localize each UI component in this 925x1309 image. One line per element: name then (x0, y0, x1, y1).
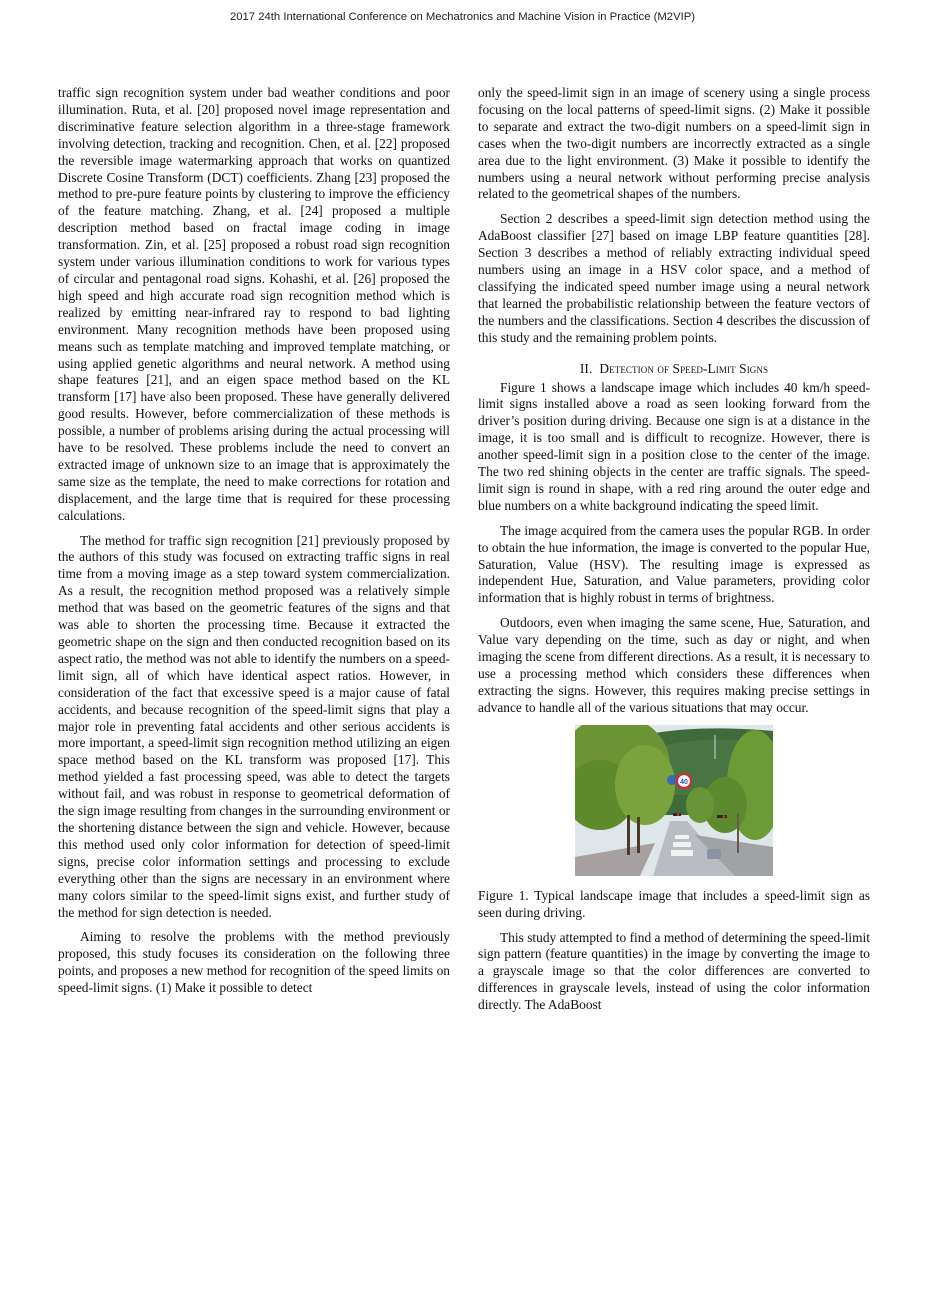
tree-foliage (615, 745, 675, 825)
paragraph: Figure 1 shows a landscape image which includes 40 km/h speed-limit signs installed above a road as seen looking forward from the driver’s position during driving. Because one sign is at a distance in the image, it is too small and is difficult to recognize. However, there is another speed-limit sign in a position close to the center of the image. The two red shining objects in the center are traffic signals. The speed-limit sign is round in shape, with a red ring around the outer edge and blue numbers on a white background indicating the speed limit. (478, 379, 870, 513)
crosswalk-stripe (673, 842, 691, 847)
traffic-signal (717, 815, 727, 818)
signal-pole (737, 813, 739, 853)
paragraph: The image acquired from the camera uses the popular RGB. In order to obtain the hue information, the image is converted to the popular Hue, Saturation, Value (HSV). The resulting image is expressed as independent Hue, Saturation, and Value parameters, providing color information that is highly robust in terms of brightness. (478, 522, 870, 606)
crosswalk-stripe (671, 850, 693, 856)
paragraph: This study attempted to find a method of determining the speed-limit sign pattern (feature quantities) in the image by converting the image to a grayscale image so that the color differences are converted to differences in grayscale levels, instead of using the color information directly. The AdaBoost (478, 929, 870, 1013)
left-column (58, 85, 450, 1005)
tree-trunk (637, 817, 640, 853)
paragraph: Section 2 describes a speed-limit sign detection method using the AdaBoost classifier [27] based on image LBP feature quantities [28]. Section 3 describes a method of reliably extracting individual speed numbers using an image in a HSV color space, and a method of classifying the indicated speed number image using a neural network that learned the probabilistic relationship between the feature vectors of the numbers and the classifications. Section 4 describes the discussion of this study and the remaining problem points. (478, 211, 870, 345)
section-heading (478, 361, 870, 378)
paragraph: The method for traffic sign recognition [21] previously proposed by the authors of this study was focused on extracting traffic signs in real time from a moving image as a step toward system commercialization. As a result, the recognition method proposed was a relatively simple method that was based on the geometric features of the signs and that was able to shorten the processing time. Because it extracted the geometric shape on the sign and then conducted recognition based on its aspect ratio, the method was not able to identify the numbers on a speed-limit sign, all of which have identical aspect ratios. However, in consideration of the fact that excessive speed is a major cause of fatal accidents, and because recognition of the speed-limit signs that play a major role in preventing fatal accidents and other serious accidents is more important, a speed-limit sign recognition method utilizing an eigen space method based on the KL transform was proposed [17]. This method yielded a fast processing speed, was able to detect the targets without fail, and was robust in response to geometrical deformation of the sign image resulting from changes in the surrounding environment or the shortening distance between the sign and vehicle. However, because this method used only color information for detection of speed-limit signs, precise color information settings and processing to exclude everything other than the signs are necessary in an environment where many colors similar to the speed-limit signs exist, and further study of the method for sign detection is needed. (58, 532, 450, 920)
crosswalk (675, 835, 689, 839)
street-scene-illustration (575, 725, 773, 876)
tree-foliage (686, 787, 714, 823)
running-header: 2017 24th International Conference on Mechatronics and Machine Vision in Practice (M2VIP) (229, 11, 696, 23)
speed-limit-number: 40 (680, 778, 688, 786)
paragraph: Aiming to resolve the problems with the method previously proposed, this study focuses its consideration on the following three points, and proposes a new method for recognition of the speed limits on speed-limit signs. (1) Make it possible to detect (58, 929, 450, 996)
signal-light (677, 813, 680, 816)
tree-trunk (627, 815, 630, 855)
section-number: II. (579, 360, 593, 376)
car (707, 849, 721, 859)
section-title: Detection of Speed-Limit Signs (599, 360, 769, 376)
paragraph: traffic sign recognition system under bad weather conditions and poor illumination. Ruta, et al. [20] proposed novel image representation and discriminative feature selection algorithm in a three-stage framework involving detection, tracking and recognition. Chen, et al. [22] proposed the reversible image watermarking approach that works on quantized Discrete Cosine Transform (DCT) coefficients. Zhang [23] proposed the method to pre-pure feature points by clustering to improve the efficiency of the feature matching. Zhang, et al. [24] proposed a multiple description method based on fractal image coding in image transformation. Zin, et al. [25] proposed a robust road sign recognition system under various illumination conditions to work for various types of circular and pentagonal road signs. Kohashi, et al. [26] proposed the high speed and high accurate road sign recognition method which is realized by emitting near-infrared ray to respond to bad lighting environment. Many recognition methods have been proposed using means such as template matching and improved template matching, or using applied genetic algorithms and neural network. A method using shape features [21], and an eigen space method based on the KL transform [17] have also been proposed. These have generally delivered good results. However, before commercialization of these methods is possible, a number of problems arising during the actual processing will have to be resolved. These problems include the need to convert an extracted image of unknown size to an image that is approximately the same size as the template, the need to make corrections for rotation and displacement, and the large time that is required for these processing calculations. (58, 85, 450, 523)
signal-light (723, 815, 726, 818)
paragraph: Outdoors, even when imaging the same scene, Hue, Saturation, and Value vary depending on the time, such as day or night, and when imaging the scene from different directions. As a result, it is necessary to use a processing method which considers these differences when extracting the signs. However, this requires making precise settings in advance to handle all of the various situations that may occur. (478, 615, 870, 715)
paragraph: only the speed-limit sign in an image of scenery using a single process focusing on the local patterns of speed-limit signs. (2) Make it possible to separate and extract the two-digit numbers on a speed-limit sign in cases when the two-digit numbers are incorrectly extracted as a single area due to the light environment. (3) Make it possible to identify the numbers using a neural network without performing precise analysis related to the geometrical shapes of the numbers. (478, 85, 870, 202)
right-column (478, 85, 870, 1022)
figure-1-image (575, 725, 773, 876)
distant-sign (667, 775, 677, 785)
figure-caption: Figure 1. Typical landscape image that includes a speed-limit sign as seen during driving. (478, 887, 870, 920)
